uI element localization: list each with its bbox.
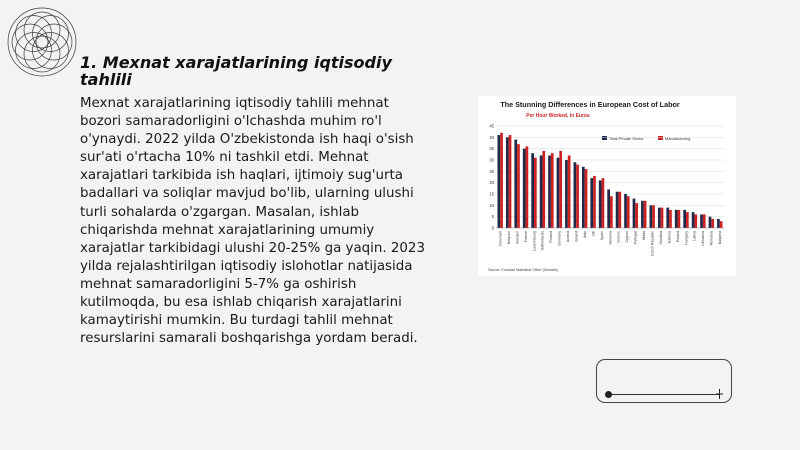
bar-manufacturing [542, 151, 545, 228]
y-tick-label: 0 [491, 225, 494, 231]
bar-total-private-sector [523, 149, 526, 228]
bar-manufacturing [534, 158, 537, 228]
bar-total-private-sector [590, 178, 593, 228]
bar-total-private-sector [700, 214, 703, 228]
bar-manufacturing [635, 203, 638, 228]
x-tick-label: Estonia [667, 231, 672, 243]
plus-marker-icon [715, 388, 724, 400]
x-tick-label: Slovakia [658, 231, 663, 245]
bar-manufacturing [585, 169, 588, 228]
bar-total-private-sector [548, 155, 551, 228]
x-tick-label: Ireland [574, 231, 579, 242]
bar-manufacturing [694, 214, 697, 228]
bar-total-private-sector [557, 158, 560, 228]
scrubber-handle[interactable] [605, 391, 612, 398]
x-tick-label: Germany [557, 231, 562, 246]
bar-total-private-sector [506, 137, 509, 228]
x-tick-label: Latvia [692, 231, 697, 241]
chart-source-note: Source: Eurostat Statistical Office (Destatis) [488, 268, 558, 272]
bar-manufacturing [703, 214, 706, 228]
x-tick-label: Belgium [506, 231, 511, 244]
x-tick-label: Sweden [515, 231, 520, 244]
decorative-circle-ornament [4, 4, 80, 80]
x-tick-label: UK [591, 231, 596, 236]
bar-total-private-sector [599, 180, 602, 228]
slide-body-text: Mexnat xarajatlarining iqtisodiy tahlili mehnat bozori samaradorligini o'lchashda muhim ro'l o'ynaydi. 2022 yilda O'zbekistonda ish haqi o'sish sur'ati o'rtacha 10% ni tashkil etdi. Mehnat xarajatlari tarkibida ish haqlari, ijtimoiy sug'urta badallari va soliqlar mavjud bo'lib, ularning ulushi turli sohalarda o'zgargan. Masalan, ishlab chiqarishda mehnat xarajatlarining umumiy xarajatlar tarkibidagi ulushi 20-25% ga yaqin. 2023 yilda rejalashtirilgan iqtisodiy islohotlar natijasida mehnat samaradorligini 5-7% ga oshirish kutilmoqda, bu esa ishlab chiqarish xarajatlarini kamaytirishi mumkin. Bu turdagi tahlil mehnat resurslarini samarali boshqarishga yordam beradi. [80, 96, 425, 347]
x-tick-label: Malta [642, 231, 647, 240]
y-tick-label: 35 [489, 146, 494, 152]
media-scrubber-widget[interactable] [596, 359, 732, 403]
x-tick-label: Poland [675, 231, 680, 243]
bar-total-private-sector [574, 162, 577, 228]
y-tick-label: 5 [491, 214, 494, 220]
bar-total-private-sector [498, 135, 501, 228]
bar-manufacturing [593, 176, 596, 228]
bar-manufacturing [610, 196, 613, 228]
bar-manufacturing [576, 165, 579, 228]
x-tick-label: Netherlands [540, 231, 545, 251]
x-tick-label: Spain [599, 231, 604, 241]
x-tick-label: Denmark [498, 231, 503, 246]
bar-manufacturing [526, 146, 529, 228]
legend-swatch-manufacturing [658, 136, 663, 140]
bar-total-private-sector [692, 212, 695, 228]
bar-manufacturing [559, 151, 562, 228]
x-tick-label: Cyprus [625, 231, 630, 243]
chart-svg [478, 96, 736, 276]
bar-manufacturing [661, 208, 664, 228]
legend-label-manufacturing: Manufacturing [665, 136, 691, 141]
chart-legend [602, 136, 690, 141]
chart-title: The Stunning Differences in European Cost of Labor [500, 100, 680, 109]
bar-total-private-sector [641, 201, 644, 228]
bar-manufacturing [669, 210, 672, 228]
bar-total-private-sector [683, 210, 686, 228]
y-tick-label: 30 [489, 157, 494, 163]
legend-swatch-total [602, 136, 607, 140]
legend-label-total: Total Private Sector [609, 136, 644, 141]
x-tick-label: Portugal [633, 231, 638, 245]
bar-total-private-sector [666, 208, 669, 228]
bar-total-private-sector [658, 208, 661, 228]
bar-total-private-sector [624, 194, 627, 228]
y-tick-label: 20 [489, 180, 494, 186]
x-tick-label: France [523, 231, 528, 243]
x-tick-label: Bulgaria [718, 231, 723, 245]
labor-cost-chart [478, 96, 736, 276]
bar-manufacturing [568, 155, 571, 228]
bar-total-private-sector [650, 205, 653, 228]
bar-total-private-sector [582, 167, 585, 228]
bar-total-private-sector [607, 189, 610, 228]
bar-total-private-sector [540, 155, 543, 228]
bar-manufacturing [652, 205, 655, 228]
bar-total-private-sector [717, 219, 720, 228]
y-axis [489, 124, 494, 231]
bar-total-private-sector [709, 217, 712, 228]
x-tick-label: Greece [616, 231, 621, 243]
bar-manufacturing [551, 153, 554, 228]
x-axis [496, 228, 724, 256]
bar-total-private-sector [514, 140, 517, 228]
x-tick-label: Italy [582, 231, 587, 238]
bar-manufacturing [500, 133, 503, 228]
bar-total-private-sector [531, 153, 534, 228]
x-tick-label: Romania [709, 231, 714, 246]
x-tick-label: Finland [549, 231, 554, 243]
x-tick-label: Czech Republic [650, 231, 655, 257]
bar-manufacturing [517, 144, 520, 228]
bar-manufacturing [711, 219, 714, 228]
y-tick-label: 15 [489, 191, 494, 197]
bar-total-private-sector [675, 210, 678, 228]
bar-manufacturing [678, 210, 681, 228]
bar-total-private-sector [616, 192, 619, 228]
bar-manufacturing [509, 135, 512, 228]
chart-subtitle: Per Hour Worked, in Euros [526, 113, 590, 119]
bar-total-private-sector [633, 199, 636, 228]
scrubber-track[interactable] [609, 394, 719, 395]
bar-manufacturing [627, 196, 630, 228]
x-tick-label: Austria [566, 231, 571, 243]
y-tick-label: 25 [489, 168, 494, 174]
chart-bars [498, 133, 723, 228]
slide-title: 1. Mexnat xarajatlarining iqtisodiy tahlili [80, 53, 392, 89]
x-tick-label: Luxembourg [532, 231, 537, 251]
y-tick-label: 45 [489, 123, 494, 129]
bar-manufacturing [720, 221, 723, 228]
x-tick-label: Slovenia [608, 231, 613, 245]
bar-manufacturing [644, 201, 647, 228]
bar-total-private-sector [565, 160, 568, 228]
bar-manufacturing [618, 192, 621, 228]
y-tick-label: 10 [489, 202, 494, 208]
bar-manufacturing [602, 178, 605, 228]
y-tick-label: 40 [489, 134, 494, 140]
bar-manufacturing [686, 212, 689, 228]
x-tick-label: Lithuania [701, 231, 706, 246]
x-tick-label: Hungary [684, 231, 689, 245]
